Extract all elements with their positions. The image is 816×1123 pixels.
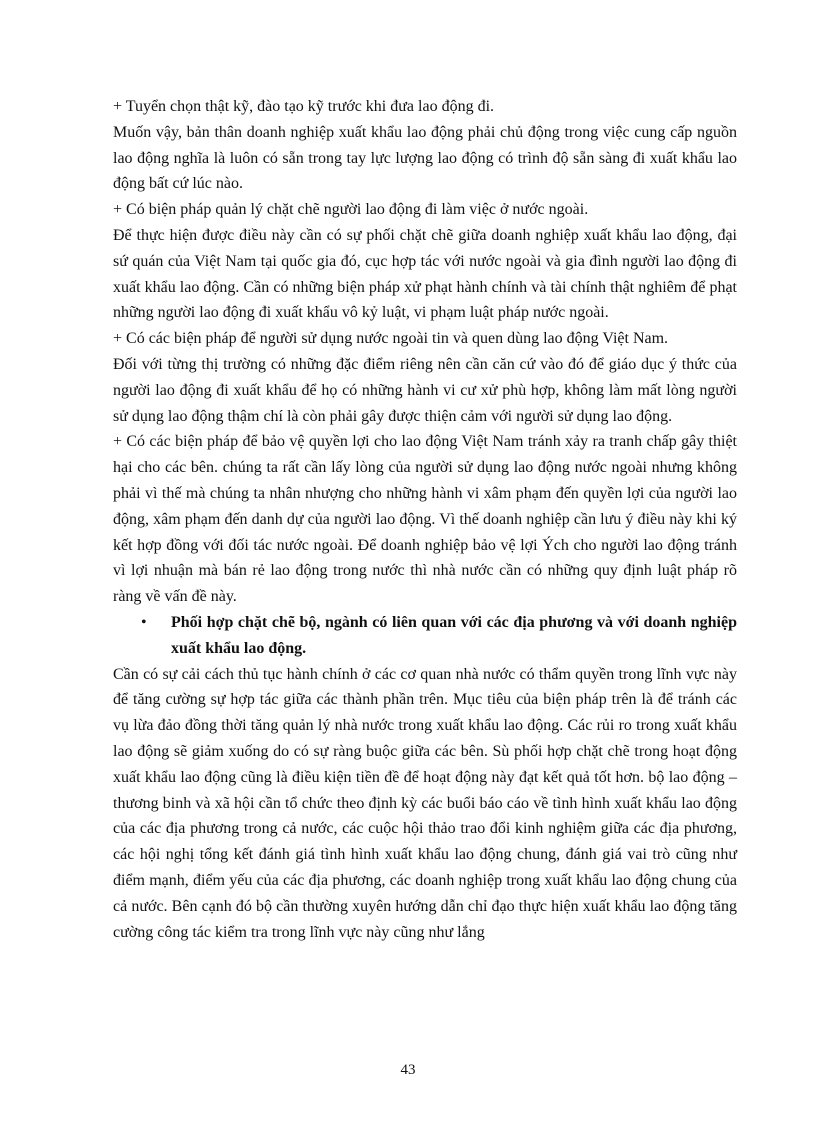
bullet-icon: • xyxy=(141,613,147,631)
bullet-heading xyxy=(113,610,737,662)
paragraph-admin-reform: Cần có sự cải cách thủ tục hành chính ở các cơ quan nhà nước có thẩm quyền trong lĩnh vực này để tăng cường sự hợp tác giữa các thành phần trên. Mục tiêu của biện pháp trên là để tránh các vụ lừa đảo đồng thời tăng quản lý nhà nước trong xuất khẩu lao động. Các rủi ro trong xuất khẩu lao động sẽ giảm xuống do có sự ràng buộc giữa các bên. Sù phối hợp chặt chẽ trong hoạt động xuất khẩu lao động cũng là điều kiện tiền đề để hoạt động này đạt kết quả tốt hơn. bộ lao động – thương binh và xã hội cần tổ chức theo định kỳ các buổi báo cáo về tình hình xuất khẩu lao động của các địa phương trong cả nước, các cuộc hội thảo trao đổi kinh nghiệm giữa các địa phương, các hội nghị tổng kết đánh giá tình hình xuất khẩu lao động chung, đánh giá vai trò cũng như điểm mạnh, điểm yếu của các địa phương, các doanh nghiệp trong xuất khẩu lao động chung của cả nước. Bên cạnh đó bộ cần thường xuyên hướng dẫn chỉ đạo thực hiện xuất khẩu lao động tăng cường công tác kiểm tra trong lĩnh vực này cũng như lắng xyxy=(113,665,737,941)
paragraph-coordination: Để thực hiện được điều này cần có sự phối chặt chẽ giữa doanh nghiệp xuất khẩu lao động, đại sứ quán của Việt Nam tại quốc gia đó, cục hợp tác với nước ngoài và gia đình người lao động đi xuất khẩu lao động. Cần có những biện pháp xử phạt hành chính và tài chính thật nghiêm để phạt những người lao động đi xuất khẩu vô kỷ luật, vi phạm luật pháp nước ngoài. xyxy=(113,226,737,322)
paragraph-rights-protection: + Có các biện pháp để bảo vệ quyền lợi cho lao động Việt Nam tránh xảy ra tranh chấp gây thiệt hại cho các bên. chúng ta rất cần lấy lòng của người sử dụng lao động nước ngoài nhưng không phải vì thế mà chúng ta nhân nhượng cho những hành vi xâm phạm đến quyền lợi của người lao động, xâm phạm đến danh dự của người lao động. Vì thế doanh nghiệp cần lưu ý điều này khi ký kết hợp đồng với đối tác nước ngoài. Để doanh nghiệp bảo vệ lợi Ých cho người lao động tránh vì lợi nhuận mà bán rẻ lao động trong nước thì nhà nước cần có những quy định luật pháp rõ ràng về vấn đề này. xyxy=(113,433,737,606)
paragraph-trust-measures: + Có các biện pháp để người sử dụng nước ngoài tin và quen dùng lao động Việt Nam. xyxy=(113,330,669,348)
paragraph-market-education: Đối với từng thị trường có những đặc điểm riêng nên cần căn cứ vào đó để giáo dục ý thức của người lao động đi xuất khẩu để họ có những hành vi cư xử phù hợp, không làm mất lòng người sử dụng lao động thậm chí là còn phải gây được thiện cảm với người sử dụng lao động. xyxy=(113,355,737,425)
section-heading: Phối hợp chặt chẽ bộ, ngành có liên quan với các địa phương và với doanh nghiệp xuất khẩu lao động. xyxy=(171,613,737,657)
page-body xyxy=(113,94,737,945)
page-number: 43 xyxy=(400,1062,416,1078)
paragraph-recruitment: + Tuyển chọn thật kỹ, đào tạo kỹ trước khi đưa lao động đi. xyxy=(113,98,495,115)
paragraph-labor-supply: Muốn vậy, bản thân doanh nghiệp xuất khẩu lao động phải chủ động trong việc cung cấp nguồn lao động nghĩa là luôn có sẵn trong tay lực lượng lao động có trình độ sẵn sàng đi xuất khẩu lao động bất cứ lúc nào. xyxy=(113,123,737,193)
paragraph-management: + Có biện pháp quản lý chặt chẽ người lao động đi làm việc ở nước ngoài. xyxy=(113,201,589,219)
